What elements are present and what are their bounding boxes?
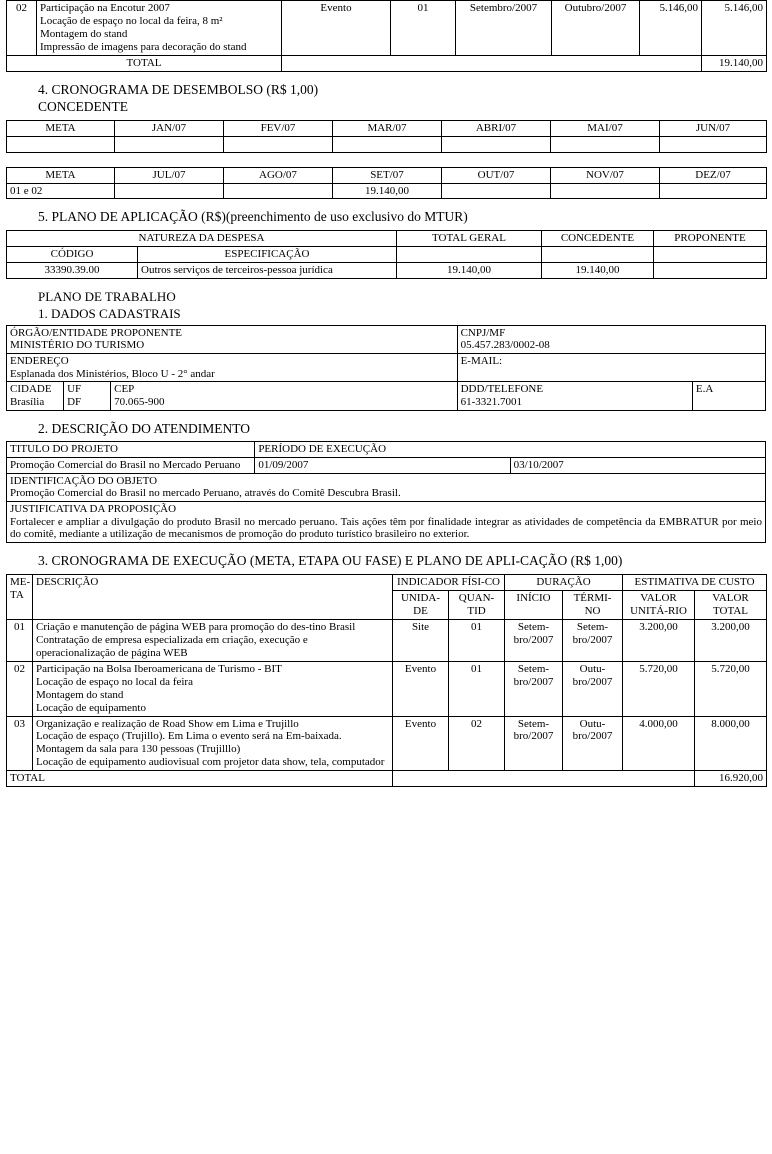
cronograma-desembolso-table-2	[6, 167, 767, 200]
header-unidade: UNIDA-DE	[393, 590, 449, 619]
cell-valor-total: 5.720,00	[695, 661, 767, 716]
table-total-row	[7, 55, 767, 71]
orgao-label: ÓRGÃO/ENTIDADE PROPONENTE	[10, 326, 183, 339]
identificacao-objeto-value: Promoção Comercial do Brasil no mercado Peruano, através do Comitê Descubra Brasil.	[10, 487, 401, 500]
cell-valor-unitario: 5.720,00	[623, 661, 695, 716]
cell-inicio: Setem-bro/2007	[505, 619, 563, 661]
cell-termino: Outu-bro/2007	[563, 716, 623, 771]
cell-nov	[551, 183, 660, 199]
table-header-row	[7, 231, 767, 247]
table-row	[7, 1, 767, 56]
header-inicio: INÍCIO	[505, 590, 563, 619]
header-estimativa-custo: ESTIMATIVA DE CUSTO	[623, 574, 767, 590]
subheader-blank-3	[654, 247, 767, 263]
cell-especificacao: Outros serviços de terceiros-pessoa jurídica	[138, 263, 397, 279]
header-fev: FEV/07	[224, 120, 333, 136]
cell-descricao	[33, 619, 393, 661]
header-meta: META	[7, 167, 115, 183]
periodo-fim-value: 03/10/2007	[510, 458, 765, 474]
ea-value	[696, 396, 762, 409]
dados-cadastrais-subtitle: 1. DADOS CADASTRAIS	[38, 305, 181, 321]
descricao-line: Contratação de empresa especializada em criação, execução e operacionalização de página WEB	[36, 633, 308, 659]
table-header-row	[7, 442, 766, 458]
table-header-row	[7, 120, 767, 136]
total-value: 19.140,00	[702, 55, 767, 71]
header-valor-total: VALOR TOTAL	[695, 590, 767, 619]
cell-descricao	[33, 716, 393, 771]
field-uf	[64, 382, 111, 410]
table-row	[7, 136, 767, 152]
header-dez: DEZ/07	[660, 167, 767, 183]
plano-aplicacao-table	[6, 230, 767, 279]
cronograma-execucao-table	[6, 574, 767, 788]
cell-valor-unitario: 4.000,00	[623, 716, 695, 771]
subheader-blank-1	[397, 247, 542, 263]
header-total-geral: TOTAL GERAL	[397, 231, 542, 247]
table-header-row	[7, 167, 767, 183]
plano-trabalho-heading	[0, 289, 772, 322]
cell-inicio: Setem-bro/2007	[505, 661, 563, 716]
cell-meta: 01 e 02	[7, 183, 115, 199]
cell-abr	[442, 136, 551, 152]
header-especificacao: ESPECIFICAÇÃO	[138, 247, 397, 263]
header-set: SET/07	[333, 167, 442, 183]
plano-trabalho-title: PLANO DE TRABALHO	[38, 289, 176, 305]
descricao-line: Montagem do stand	[40, 27, 128, 40]
orgao-value: MINISTÉRIO DO TURISMO	[10, 339, 145, 352]
cell-valor-unitario: 3.200,00	[623, 619, 695, 661]
identificacao-objeto-cell	[7, 473, 766, 501]
justificativa-value: Fortalecer e ampliar a divulgação do produto Brasil no mercado peruano. Tais ações têm por finalidade integrar as atividades de competência da EMBRATUR por meio do comitê, mediante a utilização de mecanismos de promoção do produto turístico brasileiro no exterior.	[10, 515, 762, 541]
header-termino: TÉRMI-NO	[563, 590, 623, 619]
field-orgao	[7, 325, 458, 353]
descricao-line: Impressão de imagens para decoração do stand	[40, 40, 247, 53]
cell-unidade: Evento	[393, 661, 449, 716]
cell-unidade: Evento	[282, 1, 391, 56]
total-value: 16.920,00	[695, 771, 767, 787]
descricao-line: Montagem da sala para 130 pessoas (Trujilllo)	[36, 743, 241, 756]
cell-valor-total: 8.000,00	[695, 716, 767, 771]
header-mar: MAR/07	[333, 120, 442, 136]
cell-concedente: 19.140,00	[542, 263, 654, 279]
header-quantid: QUAN-TID	[449, 590, 505, 619]
header-jun: JUN/07	[660, 120, 767, 136]
justificativa-cell	[7, 502, 766, 543]
descricao-line: Locação de equipamento	[36, 701, 146, 714]
field-cnpj	[457, 325, 765, 353]
header-duracao: DURAÇÃO	[505, 574, 623, 590]
cell-set: 19.140,00	[333, 183, 442, 199]
header-jul: JUL/07	[115, 167, 224, 183]
cronograma-desembolso-table-1	[6, 120, 767, 153]
descricao-line: Locação de equipamento audiovisual com projetor data show, tela, computador	[36, 756, 385, 769]
total-label: TOTAL	[7, 771, 393, 787]
table-row	[7, 325, 766, 353]
cell-meta: 01	[7, 619, 33, 661]
total-label: TOTAL	[7, 55, 282, 71]
cell-unidade: Evento	[393, 716, 449, 771]
total-blank	[393, 771, 695, 787]
cell-valor-unitario: 5.146,00	[640, 1, 702, 56]
endereco-label: ENDEREÇO	[10, 355, 69, 368]
cell-quantidade: 01	[391, 1, 456, 56]
cidade-value: Brasília	[10, 395, 45, 408]
header-concedente: CONCEDENTE	[542, 231, 654, 247]
field-cep	[111, 382, 457, 410]
titulo-projeto-label: TITULO DO PROJETO	[7, 442, 255, 458]
cell-jun	[660, 136, 767, 152]
section-2-title-text: 2. DESCRIÇÃO DO ATENDIMENTO	[38, 420, 251, 436]
table-total-row	[7, 771, 767, 787]
descricao-line: Participação na Encotur 2007	[40, 2, 170, 14]
table-row	[7, 458, 766, 474]
ddd-value: 61-3321.7001	[460, 395, 522, 408]
header-meta: META	[7, 120, 115, 136]
periodo-inicio-value: 01/09/2007	[255, 458, 510, 474]
cell-meta: 03	[7, 716, 33, 771]
cell-descricao	[33, 661, 393, 716]
cell-proponente	[654, 263, 767, 279]
uf-label: UF	[67, 383, 82, 396]
titulo-projeto-value: Promoção Comercial do Brasil no Mercado Peruano	[7, 458, 255, 474]
section-4-subtitle-text: CONCEDENTE	[38, 98, 128, 114]
header-descricao: DESCRIÇÃO	[33, 574, 393, 619]
field-ddd-telefone	[457, 382, 692, 410]
section-5-title	[0, 209, 772, 226]
section-2-title	[0, 421, 772, 438]
cell-dez	[660, 183, 767, 199]
header-meta: ME-TA	[7, 574, 33, 619]
field-ea	[692, 382, 765, 410]
ea-label: E.A	[695, 383, 714, 396]
email-label: E-MAIL:	[460, 355, 503, 368]
section-4-title-text: 4. CRONOGRAMA DE DESEMBOLSO (R$ 1,00)	[38, 81, 319, 97]
cell-descricao	[37, 1, 282, 56]
cell-inicio: Setembro/2007	[456, 1, 552, 56]
cell-mar	[333, 136, 442, 152]
cell-codigo: 33390.39.00	[7, 263, 138, 279]
header-mai: MAI/07	[551, 120, 660, 136]
descricao-line: Organização e realização de Road Show em Lima e Trujillo	[36, 717, 299, 730]
header-natureza: NATUREZA DA DESPESA	[7, 231, 397, 247]
table-row	[7, 354, 766, 382]
cell-meta: 02	[7, 1, 37, 56]
field-email	[457, 354, 765, 382]
section-3-title	[0, 553, 772, 570]
header-indicador-fisico: INDICADOR FÍSI-CO	[393, 574, 505, 590]
descricao-line: Locação de espaço no local da feira, 8 m²	[40, 14, 223, 27]
periodo-execucao-label: PERÍODO DE EXECUÇÃO	[255, 442, 766, 458]
cidade-label: CIDADE	[10, 383, 52, 396]
descricao-line: Locação de espaço no local da feira	[36, 675, 193, 688]
section-3-title-text: 3. CRONOGRAMA DE EXECUÇÃO (META, ETAPA OU FASE) E PLANO DE APLI-CAÇÃO (R$ 1,00)	[38, 552, 623, 568]
descricao-line: Criação e manutenção de página WEB para promoção do des-tino Brasil	[36, 620, 356, 633]
table-row	[7, 473, 766, 501]
descricao-line: Montagem do stand	[36, 688, 124, 701]
header-valor-unitario: VALOR UNITÁ-RIO	[623, 590, 695, 619]
cell-valor-total: 5.146,00	[702, 1, 767, 56]
header-jan: JAN/07	[115, 120, 224, 136]
cell-termino: Outubro/2007	[552, 1, 640, 56]
descricao-atendimento-table	[6, 441, 766, 542]
descricao-line: Participação na Bolsa Iberoamericana de Turismo - BIT	[36, 662, 282, 675]
cell-jul	[115, 183, 224, 199]
header-nov: NOV/07	[551, 167, 660, 183]
table-row	[7, 502, 766, 543]
endereco-value: Esplanada dos Ministérios, Bloco U - 2° andar	[10, 367, 215, 380]
ddd-label: DDD/TELEFONE	[460, 383, 544, 396]
header-out: OUT/07	[442, 167, 551, 183]
cnpj-label: CNPJ/MF	[460, 326, 506, 339]
cep-label: CEP	[114, 383, 135, 396]
header-abr: ABRI/07	[442, 120, 551, 136]
section-5-title-text: 5. PLANO DE APLICAÇÃO (R$)(preenchimento de uso exclusivo do MTUR)	[38, 209, 468, 225]
cell-mai	[551, 136, 660, 152]
cell-valor-total: 3.200,00	[695, 619, 767, 661]
cell-unidade: Site	[393, 619, 449, 661]
table-row	[7, 716, 767, 771]
cell-meta: 02	[7, 661, 33, 716]
header-codigo: CÓDIGO	[7, 247, 138, 263]
table-row	[7, 661, 767, 716]
cell-total-geral: 19.140,00	[397, 263, 542, 279]
cnpj-value: 05.457.283/0002-08	[460, 339, 550, 352]
cell-jan	[115, 136, 224, 152]
table-row	[7, 382, 766, 410]
cronograma-continuation-table	[6, 0, 767, 72]
header-ago: AGO/07	[224, 167, 333, 183]
cell-quantid: 01	[449, 661, 505, 716]
email-value	[461, 368, 762, 381]
cell-meta	[7, 136, 115, 152]
identificacao-objeto-label: IDENTIFICAÇÃO DO OBJETO	[10, 474, 158, 487]
table-row	[7, 619, 767, 661]
cell-termino: Setem-bro/2007	[563, 619, 623, 661]
table-row	[7, 263, 767, 279]
subheader-blank-2	[542, 247, 654, 263]
cell-ago	[224, 183, 333, 199]
dados-cadastrais-table	[6, 325, 766, 411]
cell-out	[442, 183, 551, 199]
field-endereco	[7, 354, 458, 382]
uf-value: DF	[67, 395, 82, 408]
cell-termino: Outu-bro/2007	[563, 661, 623, 716]
header-proponente: PROPONENTE	[654, 231, 767, 247]
table-header-row	[7, 574, 767, 590]
section-4-title	[0, 82, 772, 116]
table-row	[7, 183, 767, 199]
descricao-line: Locação de espaço (Trujillo). Em Lima o evento será na Em-baixada.	[36, 730, 342, 743]
table-subheader-row	[7, 247, 767, 263]
total-blank	[282, 55, 702, 71]
cell-fev	[224, 136, 333, 152]
cell-inicio: Setem-bro/2007	[505, 716, 563, 771]
justificativa-label: JUSTIFICATIVA DA PROPOSIÇÃO	[10, 503, 177, 516]
cell-quantid: 01	[449, 619, 505, 661]
field-cidade	[7, 382, 64, 410]
cep-value: 70.065-900	[114, 395, 165, 408]
cell-quantid: 02	[449, 716, 505, 771]
